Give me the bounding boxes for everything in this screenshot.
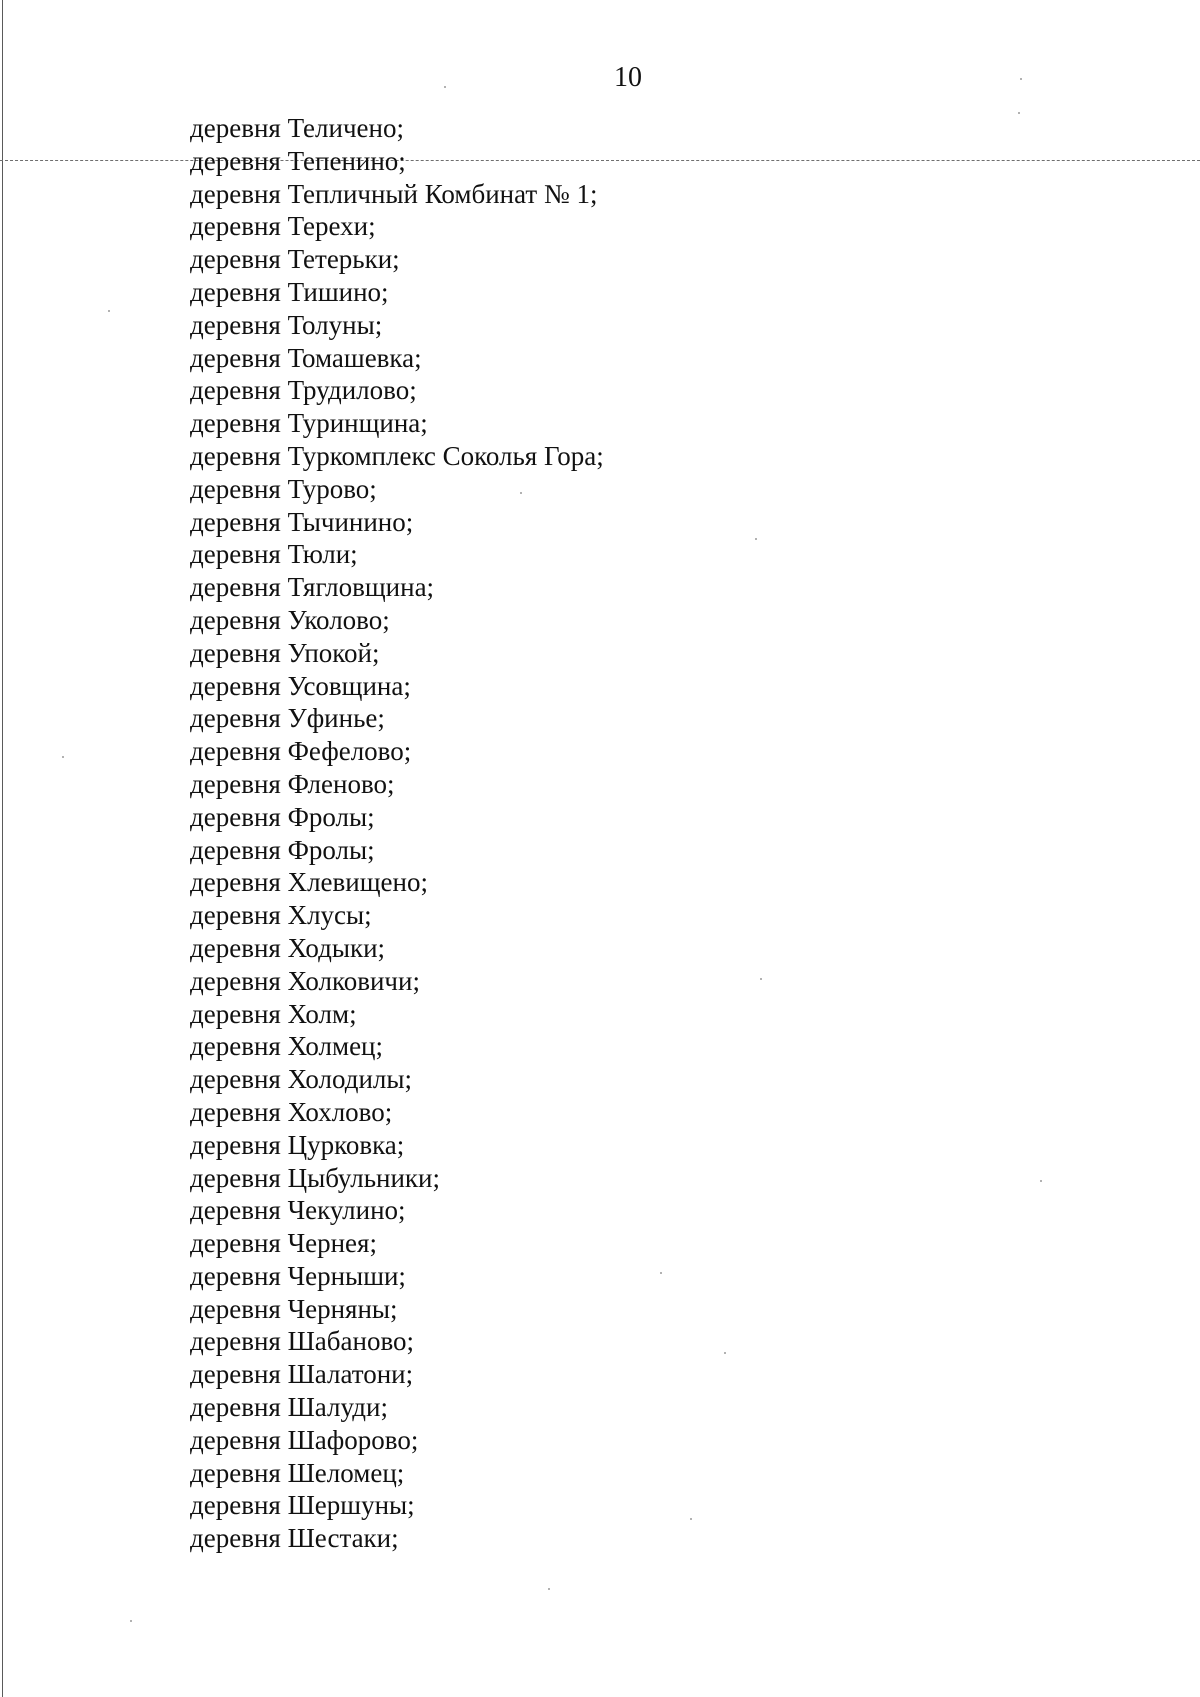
list-item: деревня Фролы; xyxy=(190,801,375,832)
list-item: деревня Туринщина; xyxy=(190,408,428,439)
scan-speck xyxy=(62,756,64,758)
scan-speck xyxy=(660,1272,662,1274)
list-item: деревня Чернея; xyxy=(190,1228,377,1259)
list-item: деревня Цурковка; xyxy=(190,1129,405,1160)
list-item: деревня Шеломец; xyxy=(190,1457,405,1488)
scan-speck xyxy=(108,310,110,312)
list-item: деревня Холодилы; xyxy=(190,1064,413,1095)
scan-speck xyxy=(548,1588,550,1590)
list-item: деревня Холм; xyxy=(190,998,357,1029)
list-item: деревня Уколово; xyxy=(190,604,390,635)
list-item: деревня Упокой; xyxy=(190,637,380,668)
scan-speck xyxy=(755,538,757,540)
list-item: деревня Фролы; xyxy=(190,834,375,865)
list-item: деревня Ходыки; xyxy=(190,932,386,963)
list-item: деревня Черняны; xyxy=(190,1293,398,1324)
page-number: 10 xyxy=(614,62,642,93)
list-item: деревня Туркомплекс Соколья Гора; xyxy=(190,440,604,471)
scan-speck xyxy=(130,1620,132,1622)
list-item: деревня Шалатони; xyxy=(190,1359,414,1390)
scan-speck xyxy=(1040,1180,1042,1182)
scan-speck xyxy=(724,1352,726,1354)
list-item: деревня Хохлово; xyxy=(190,1096,393,1127)
list-item: деревня Хлусы; xyxy=(190,900,372,931)
list-item: деревня Шалуди; xyxy=(190,1392,388,1423)
list-item: деревня Тычинино; xyxy=(190,506,414,537)
list-item: деревня Тюли; xyxy=(190,539,358,570)
list-item: деревня Тепенино; xyxy=(190,145,406,176)
list-item: деревня Холмец; xyxy=(190,1031,384,1062)
list-item: деревня Тепличный Комбинат № 1; xyxy=(190,178,598,209)
list-item: деревня Тетерьки; xyxy=(190,244,400,275)
list-item: деревня Чекулино; xyxy=(190,1195,406,1226)
scan-speck xyxy=(1020,78,1022,80)
list-item: деревня Фленово; xyxy=(190,768,395,799)
list-item: деревня Трудилово; xyxy=(190,375,417,406)
scan-edge-line xyxy=(2,0,3,1697)
list-item: деревня Турово; xyxy=(190,473,377,504)
scan-speck xyxy=(690,1518,692,1520)
list-item: деревня Шестаки; xyxy=(190,1523,399,1554)
list-item: деревня Черныши; xyxy=(190,1260,406,1291)
list-item: деревня Усовщина; xyxy=(190,670,411,701)
list-item: деревня Хлевищено; xyxy=(190,867,428,898)
list-item: деревня Шершуны; xyxy=(190,1490,415,1521)
list-item: деревня Толуны; xyxy=(190,309,383,340)
scan-speck xyxy=(760,978,762,980)
list-item: деревня Тишино; xyxy=(190,276,389,307)
scan-speck xyxy=(520,492,522,494)
list-item: деревня Холковичи; xyxy=(190,965,420,996)
settlement-list xyxy=(190,112,604,1555)
list-item: деревня Цыбульники; xyxy=(190,1162,440,1193)
list-item: деревня Фефелово; xyxy=(190,736,412,767)
list-item: деревня Терехи; xyxy=(190,211,376,242)
scan-speck xyxy=(444,86,446,88)
scan-speck xyxy=(1018,112,1020,114)
list-item: деревня Теличено; xyxy=(190,113,404,143)
list-item: деревня Шафорово; xyxy=(190,1424,419,1455)
list-item: деревня Томашевка; xyxy=(190,342,422,373)
list-item: деревня Шабаново; xyxy=(190,1326,415,1357)
list-item: деревня Уфинье; xyxy=(190,703,385,734)
list-item: деревня Тягловщина; xyxy=(190,572,435,603)
